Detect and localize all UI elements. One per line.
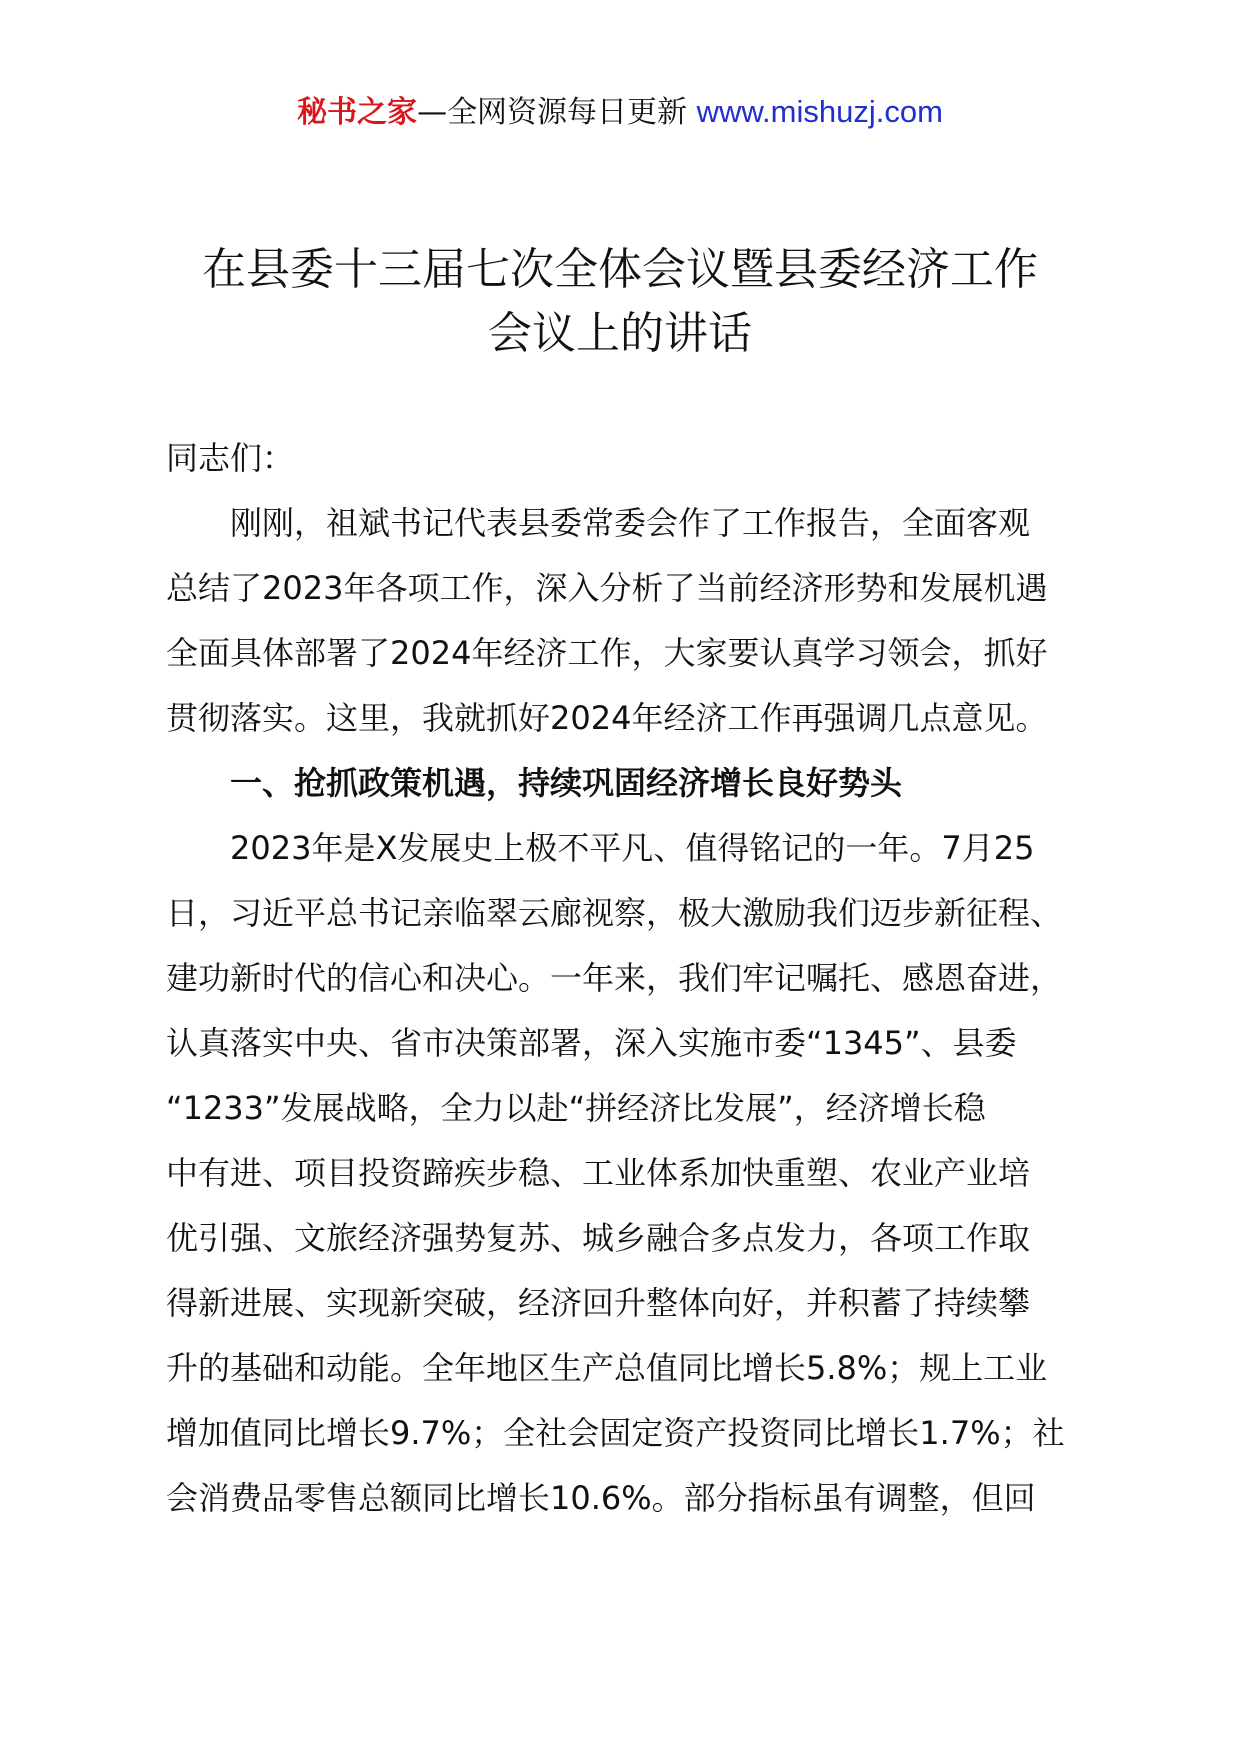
title-line-2: 会议上的讲话 [488,308,752,359]
document-body [166,426,1126,1531]
site-header [0,92,1240,133]
body-line: 总结了2023年各项工作，深入分析了当前经济形势和发展机遇 [166,569,1048,607]
body-line: 认真落实中央、省市决策部署，深入实施市委“1345”、县委 [166,1024,1017,1062]
header-tagline: —全网资源每日更新 [417,95,688,130]
salutation: 同志们： [166,439,295,477]
body-line: 日，习近平总书记亲临翠云廊视察，极大激励我们迈步新征程、 [166,894,1063,932]
body-line: 增加值同比增长9.7%；全社会固定资产投资同比增长1.7%；社 [166,1414,1065,1452]
body-line: 优引强、文旅经济强势复苏、城乡融合多点发力，各项工作取 [166,1219,1031,1257]
site-url[interactable]: www.mishuzj.com [696,94,943,129]
body-line: 升的基础和动能。全年地区生产总值同比增长5.8%；规上工业 [166,1349,1048,1387]
body-line: 建功新时代的信心和决心。一年来，我们牢记嘱托、感恩奋进， [166,959,1063,997]
document-title [0,238,1240,366]
body-line: 贯彻落实。这里，我就抓好2024年经济工作再强调几点意见。 [166,699,1048,737]
title-line-1: 在县委十三届七次全体会议暨县委经济工作 [202,244,1038,295]
body-line: 全面具体部署了2024年经济工作，大家要认真学习领会，抓好 [166,634,1048,672]
body-line: 得新进展、实现新突破，经济回升整体向好，并积蓄了持续攀 [166,1284,1031,1322]
body-line: 刚刚，祖斌书记代表县委常委会作了工作报告，全面客观 [230,504,1031,542]
body-line: 中有进、项目投资蹄疾步稳、工业体系加快重塑、农业产业培 [166,1154,1031,1192]
brand-name: 秘书之家 [297,95,418,130]
body-line: 会消费品零售总额同比增长10.6%。部分指标虽有调整，但回 [166,1479,1036,1517]
body-line: “1233”发展战略，全力以赴“拼经济比发展”，经济增长稳 [166,1089,986,1127]
section-heading: 一、抢抓政策机遇，持续巩固经济增长良好势头 [230,764,903,802]
body-line: 2023年是X发展史上极不平凡、值得铭记的一年。7月25 [230,829,1035,867]
